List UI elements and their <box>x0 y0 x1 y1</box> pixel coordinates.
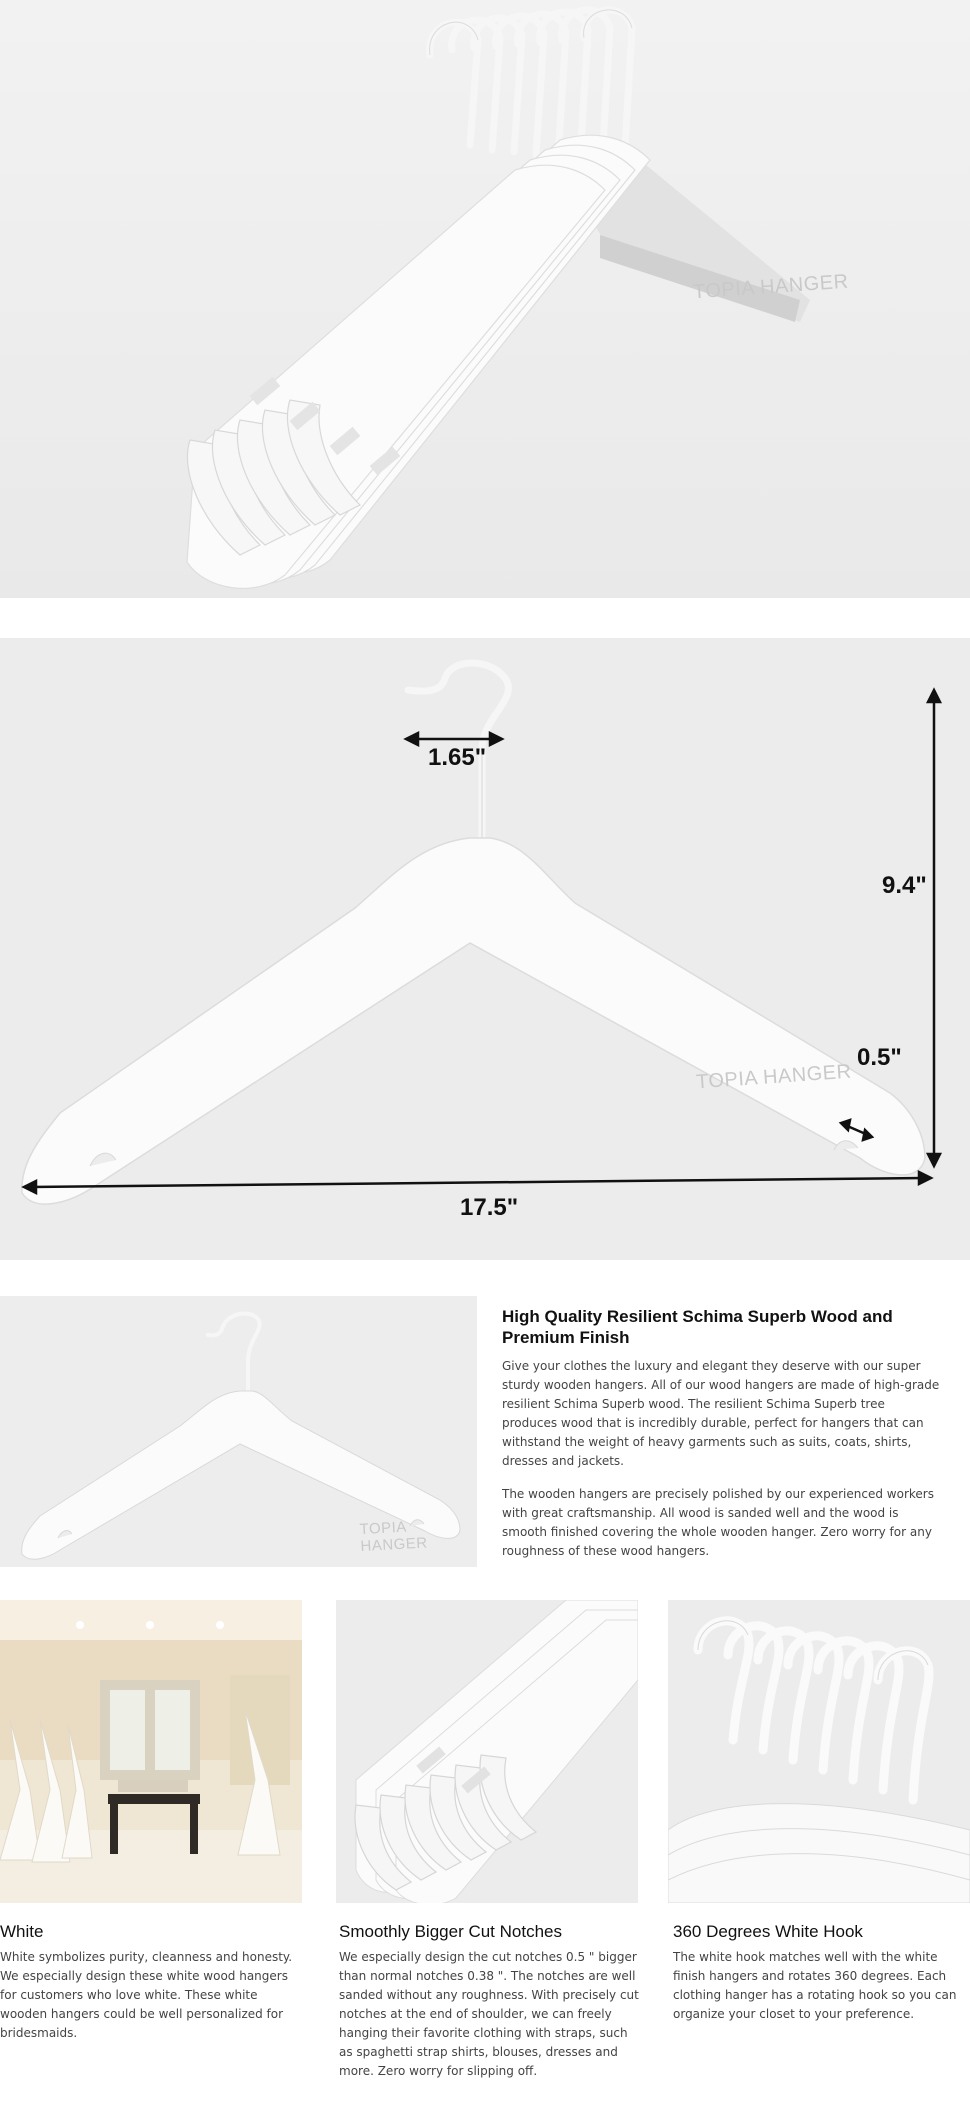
column-notches-title: Smoothly Bigger Cut Notches <box>339 1922 562 1941</box>
length-label: 17.5" <box>460 1194 519 1221</box>
column-hook-title: 360 Degrees White Hook <box>673 1922 863 1941</box>
feature-photo <box>0 1296 477 1567</box>
column-hook-text: The white hook matches well with the white finish hangers and rotates 360 degrees. Each clothing hanger has a rotating hook so you can organize your closet to your preference. <box>673 1950 957 2021</box>
hook-width-label: 1.65" <box>428 744 487 771</box>
feature-watermark: TOPIA HANGER <box>359 1518 429 1556</box>
dimension-diagram <box>0 638 970 1260</box>
feature-title: High Quality Resilient Schima Superb Wood and Premium Finish <box>502 1307 893 1347</box>
showroom-photo <box>0 1600 302 1903</box>
dimension-watermark: TOPIA HANGER <box>695 1060 853 1094</box>
column-hook <box>673 1922 970 2024</box>
hooks-photo <box>668 1600 970 1903</box>
feature-paragraph-1: Give your clothes the luxury and elegant they deserve with our super sturdy wooden hangers. All of our wood hangers are made of high-grade resilient Schima Superb wood. The resilient Schima Superb tree produces wood that is incredibly durable, perfect for hangers that can withstand the weight of heavy garments such as suits, coats, shirts, dresses and jackets. <box>502 1359 940 1468</box>
column-white-title: White <box>0 1922 44 1941</box>
hero-watermark: TOPIA HANGER <box>692 270 850 304</box>
hanger-stack-image <box>0 0 970 598</box>
feature-paragraph-2: The wooden hangers are precisely polished by our experienced workers with great craftsmanship. All wood is sanded well and the wood is smooth finished covering the whole wooden hanger. Zero worry for any roughness of these wood hangers. <box>502 1487 934 1558</box>
dimension-photo <box>0 638 970 1260</box>
column-white <box>0 1922 302 2043</box>
feature-text <box>502 1306 942 1561</box>
notches-photo <box>336 1600 638 1903</box>
hanger-body <box>22 838 925 1204</box>
height-label: 9.4" <box>882 872 927 899</box>
white-hooks-image <box>668 1600 970 1903</box>
column-notches <box>339 1922 641 2081</box>
column-white-text: White symbolizes purity, cleanness and honesty. We especially design these white wood hangers for customers who love white. These white wooden hangers could be well personalized for bridesmaids. <box>0 1950 293 2040</box>
column-notches-text: We especially design the cut notches 0.5 " bigger than normal notches 0.38 ". The notches are well sanded without any roughness. With precisely cut notches at the end of shoulder, we can freely hanging their favorite clothing with straps, such as spaghetti strap shirts, blouses, dresses and more. Zero worry for slipping off. <box>339 1950 639 2078</box>
hero-photo <box>0 0 970 598</box>
notch-label: 0.5" <box>857 1044 902 1071</box>
cut-notches-image <box>336 1600 638 1903</box>
bridal-showroom-image <box>0 1600 302 1903</box>
